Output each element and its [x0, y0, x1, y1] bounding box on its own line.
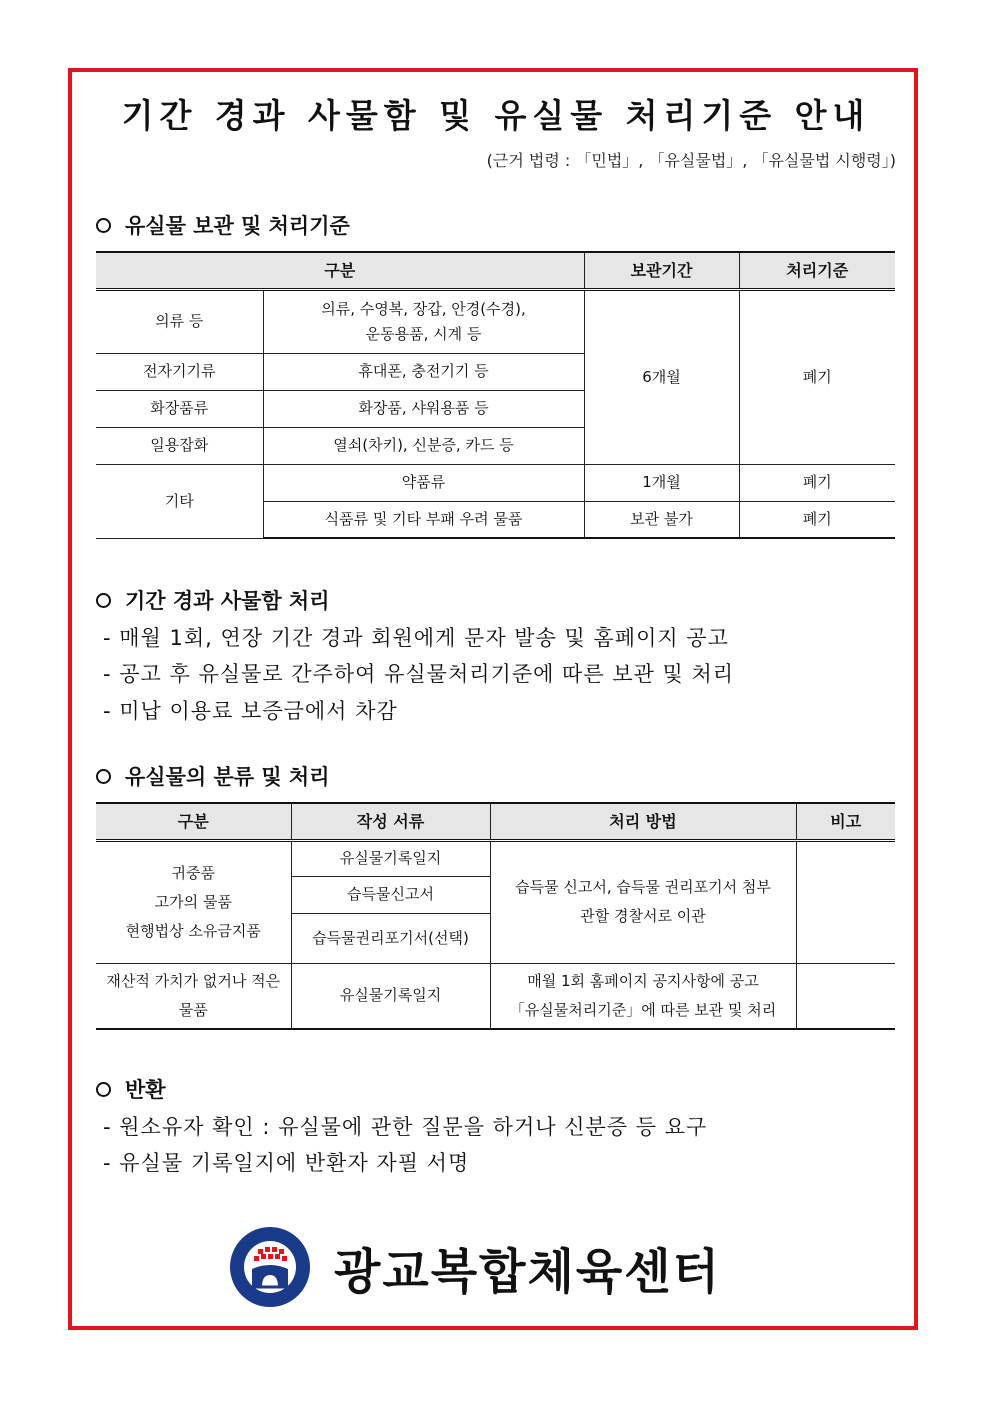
- organization-name: 광교복합체육센터: [334, 1243, 721, 1300]
- row-items: 약품류: [263, 464, 584, 501]
- header-documents: 작성 서류: [291, 803, 490, 840]
- table-row: [96, 840, 895, 876]
- storage-table: [96, 251, 895, 539]
- header-category: 구분: [96, 252, 584, 289]
- list-item: - 공고 후 유실물로 간주하여 유실물처리기준에 따른 보관 및 처리: [103, 662, 735, 686]
- table-row: [96, 289, 895, 353]
- table-row: [96, 464, 895, 501]
- row-category: 의류 등: [96, 289, 263, 353]
- footer-logo: [228, 1225, 721, 1309]
- table-row: [96, 963, 895, 1029]
- row-document: 습득물권리포기서(선택): [291, 913, 490, 963]
- circle-bullet-icon: [96, 218, 111, 233]
- row-disposal: 폐기: [739, 501, 895, 538]
- header-method: 처리 방법: [490, 803, 796, 840]
- row-items: 의류, 수영복, 장갑, 안경(수경), 운동용품, 시계 등: [263, 289, 584, 353]
- sports-council-emblem-icon: [228, 1225, 312, 1309]
- row-method: 습득물 신고서, 습득물 권리포기서 첨부 관할 경찰서로 이관: [490, 840, 796, 963]
- section-heading-label: 기간 경과 사물함 처리: [125, 589, 330, 613]
- circle-bullet-icon: [96, 1082, 111, 1097]
- row-category: 귀중품 고가의 물품 현행법상 소유금지품: [96, 840, 291, 963]
- classification-table: [96, 802, 895, 1030]
- row-category: 전자기기류: [96, 353, 263, 390]
- circle-bullet-icon: [96, 593, 111, 608]
- list-item: - 유실물 기록일지에 반환자 자필 서명: [103, 1151, 470, 1175]
- row-method: 매월 1회 홈페이지 공지사항에 공고 「유실물처리기준」에 따른 보관 및 처리: [490, 963, 796, 1029]
- page-title: 기간 경과 사물함 및 유실물 처리기준 안내: [121, 96, 871, 135]
- row-note: [796, 840, 895, 963]
- row-category: 기타: [96, 464, 263, 538]
- section-heading-storage: [96, 210, 350, 240]
- row-period: 1개월: [584, 464, 739, 501]
- row-document: 습득물신고서: [291, 876, 490, 913]
- period-group: 6개월: [584, 289, 739, 464]
- section-heading-classification: [96, 761, 330, 791]
- disposal-group: 폐기: [739, 289, 895, 464]
- section-heading-label: 유실물의 분류 및 처리: [125, 765, 330, 789]
- row-items: 휴대폰, 충전기기 등: [263, 353, 584, 390]
- list-item: - 미납 이용료 보증금에서 차감: [103, 699, 398, 723]
- legal-basis: (근거 법령 : 「민법」, 「유실물법」, 「유실물법 시행령」): [486, 151, 896, 170]
- row-category: 재산적 가치가 없거나 적은 물품: [96, 963, 291, 1029]
- section-heading-return: [96, 1074, 166, 1104]
- row-document: 유실물기록일지: [291, 840, 490, 876]
- header-note: 비고: [796, 803, 895, 840]
- row-period: 보관 불가: [584, 501, 739, 538]
- section-heading-label: 유실물 보관 및 처리기준: [125, 214, 350, 238]
- circle-bullet-icon: [96, 769, 111, 784]
- header-period: 보관기간: [584, 252, 739, 289]
- row-document: 유실물기록일지: [291, 963, 490, 1029]
- list-item: - 매월 1회, 연장 기간 경과 회원에게 문자 발송 및 홈페이지 공고: [103, 626, 729, 650]
- list-item: - 원소유자 확인 : 유실물에 관한 질문을 하거나 신분증 등 요구: [103, 1115, 708, 1139]
- section-heading-locker: [96, 585, 330, 615]
- row-items: 열쇠(차키), 신분증, 카드 등: [263, 427, 584, 464]
- header-category: 구분: [96, 803, 291, 840]
- row-items: 화장품, 샤워용품 등: [263, 390, 584, 427]
- row-category: 화장품류: [96, 390, 263, 427]
- header-disposal: 처리기준: [739, 252, 895, 289]
- row-items: 식품류 및 기타 부패 우려 물품: [263, 501, 584, 538]
- row-category: 일용잡화: [96, 427, 263, 464]
- row-note: [796, 963, 895, 1029]
- row-disposal: 폐기: [739, 464, 895, 501]
- section-heading-label: 반환: [125, 1078, 166, 1102]
